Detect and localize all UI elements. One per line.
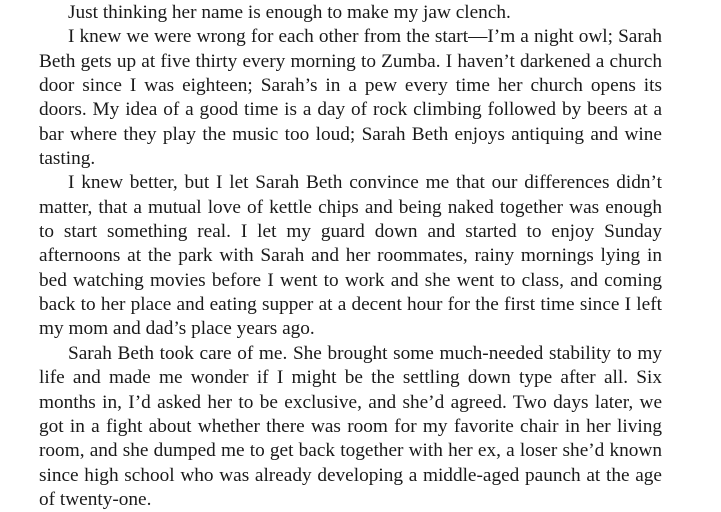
- paragraph: Sarah Beth took care of me. She brought some much-needed stability to my life and made me wonder if I might be the settling down type after all. Six months in, I’d asked her to be exclusive, and she’d agreed. Two days later, we got in a fight about whether there was room for my favorite chair in her living room, and she dumped me to get back together with her ex, a loser she’d known since high school who was already developing a middle-aged paunch at the age of twenty-one.: [39, 342, 662, 510]
- paragraph: I knew better, but I let Sarah Beth convince me that our differences didn’t matter, that a mutual love of kettle chips and being naked together was enough to start something real. I let my guard down and started to enjoy Sunday afternoons at the park with Sarah and her roommates, rainy mornings lying in bed watching movies before I went to work and she went to class, and coming back to her place and eating supper at a decent hour for the first time since I left my mom and dad’s place years ago.: [39, 172, 662, 340]
- paragraph: I knew we were wrong for each other from the start—I’m a night owl; Sarah Beth gets up at five thirty every morning to Zumba. I haven’t darkened a church door since I was eighteen; Sarah’s in a pew every time her church opens its doors. My idea of a good time is a day of rock climbing followed by beers at a bar where they play the music too loud; Sarah Beth enjoys antiquing and wine tasting.: [39, 26, 662, 170]
- paragraph: Just thinking her name is enough to make my jaw clench.: [68, 2, 511, 23]
- document-body: [39, 1, 662, 512]
